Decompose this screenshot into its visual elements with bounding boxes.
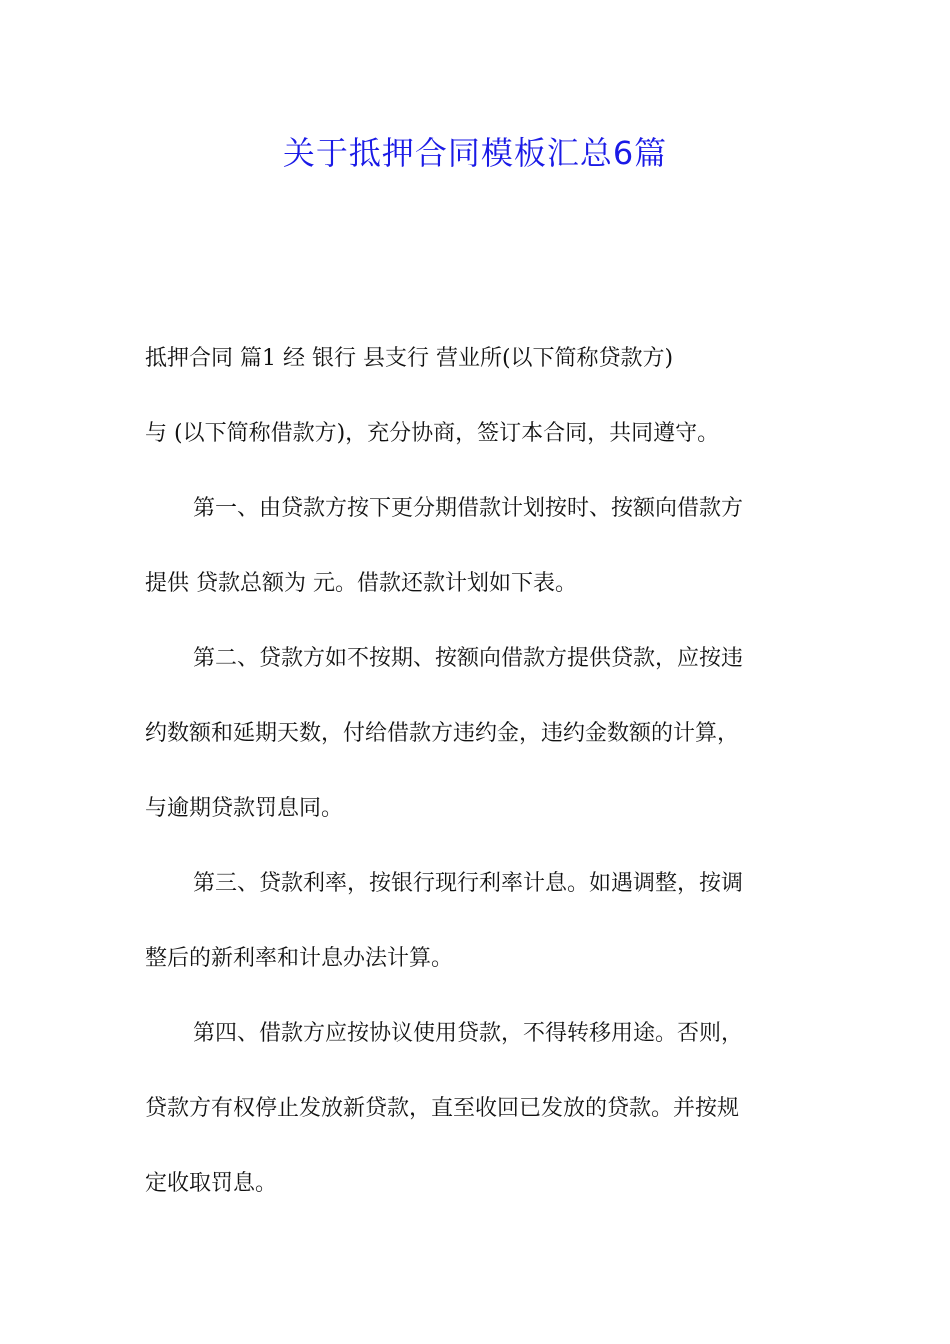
- body-line: 定收取罚息。: [145, 1171, 278, 1196]
- body-line: 第二、贷款方如不按期、按额向借款方提供贷款，应按违: [193, 646, 744, 671]
- body-line: 第一、由贷款方按下更分期借款计划按时、按额向借款方: [193, 496, 744, 521]
- document-title: 关于抵押合同模板汇总6篇: [282, 134, 668, 172]
- body-line: 抵押合同 篇1 经 银行 县支行 营业所(以下简称贷款方): [145, 346, 674, 371]
- body-line: 与 (以下简称借款方)，充分协商，签订本合同，共同遵守。: [145, 421, 720, 446]
- body-line: 第四、借款方应按协议使用贷款，不得转移用途。否则，: [193, 1021, 744, 1046]
- body-line: 第三、贷款利率，按银行现行利率计息。如遇调整，按调: [193, 871, 744, 896]
- body-line: 贷款方有权停止发放新贷款，直至收回已发放的贷款。并按规: [145, 1096, 740, 1121]
- body-line: 整后的新利率和计息办法计算。: [145, 946, 454, 971]
- document-body: [145, 340, 807, 1203]
- body-line: 与逾期贷款罚息同。: [145, 796, 344, 821]
- body-line: 提供 贷款总额为 元。借款还款计划如下表。: [145, 571, 577, 596]
- body-line: 约数额和延期天数，付给借款方违约金，违约金数额的计算，: [145, 721, 740, 746]
